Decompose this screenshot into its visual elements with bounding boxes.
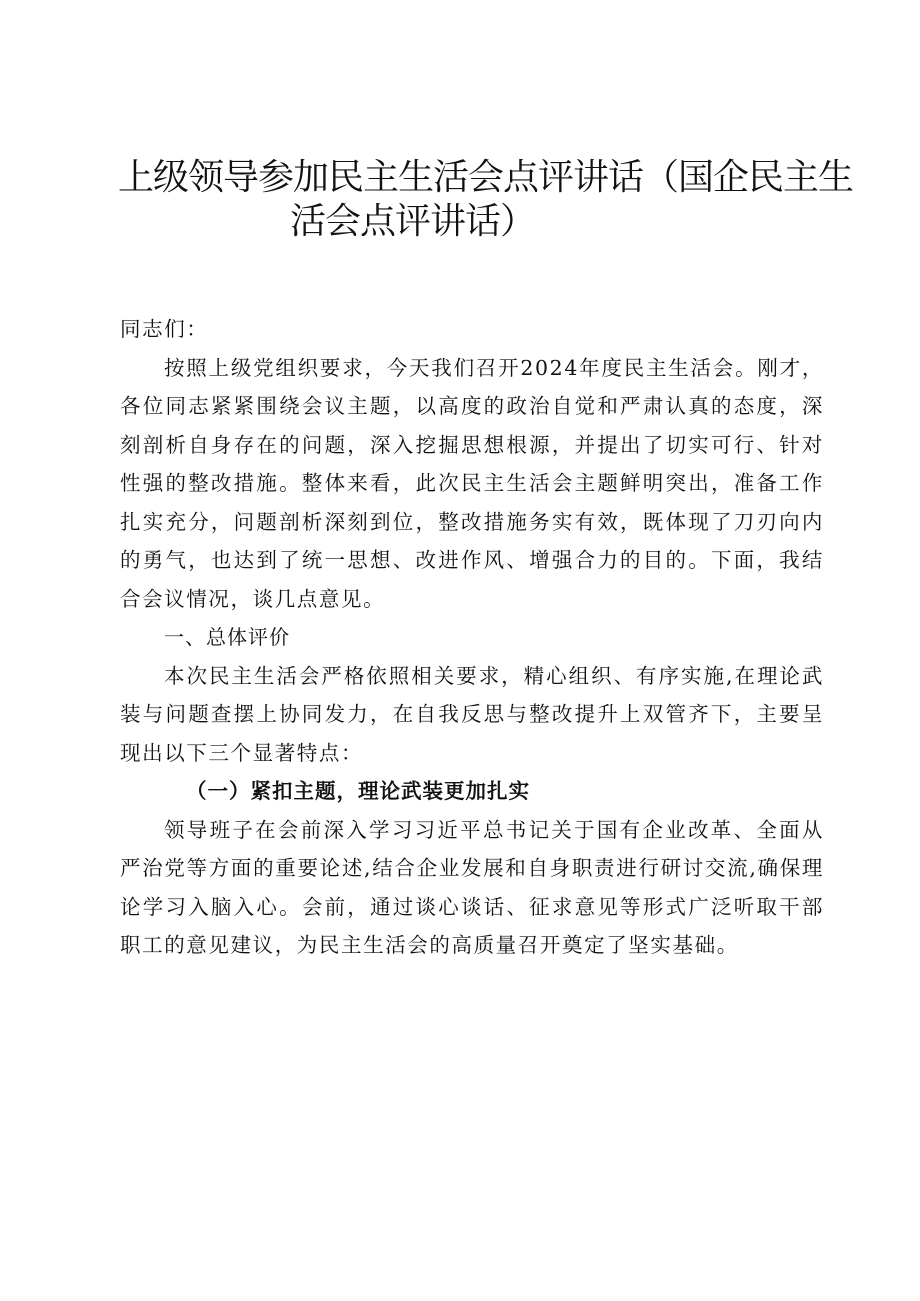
paragraph-theory-study: 领导班子在会前深入学习习近平总书记关于国有企业改革、全面从严治党等方面的重要论述,结合企业发展和自身职责进行研讨交流,确保理论学习入脑入心。会前，通过谈心谈话、征求意见等形式广泛听取干部职工的意见建议，为民主生活会的高质量召开奠定了坚实基础。 [120,817,824,957]
paragraph-evaluation: 本次民主生活会严格依照相关要求，精心组织、有序实施,在理论武装与问题查摆上协同发力，在自我反思与整改提升上双管齐下，主要呈现出以下三个显著特点： [120,663,824,765]
salutation: 同志们： [120,317,209,341]
document-body [120,310,824,965]
document-title [118,156,854,244]
section-heading-overall-evaluation: 一、总体评价 [164,625,290,649]
subsection-heading-theme: （一）紧扣主题，理论武装更加扎实 [186,779,530,803]
paragraph-intro: 按照上级党组织要求，今天我们召开2024年度民主生活会。刚才，各位同志紧紧围绕会议主题，以高度的政治自觉和严肃认真的态度，深刻剖析自身存在的问题，深入挖掘思想根源，并提出了切实可行、针对性强的整改措施。整体来看，此次民主生活会主题鲜明突出，准备工作扎实充分，问题剖析深刻到位，整改措施务实有效，既体现了刀刃向内的勇气，也达到了统一思想、改进作风、增强合力的目的。下面，我结合会议情况，谈几点意见。 [120,355,824,611]
title-line-1: 上级领导参加民主生活会点评讲话（国企民主生 [118,157,854,198]
title-line-2: 活会点评讲话） [290,201,536,242]
